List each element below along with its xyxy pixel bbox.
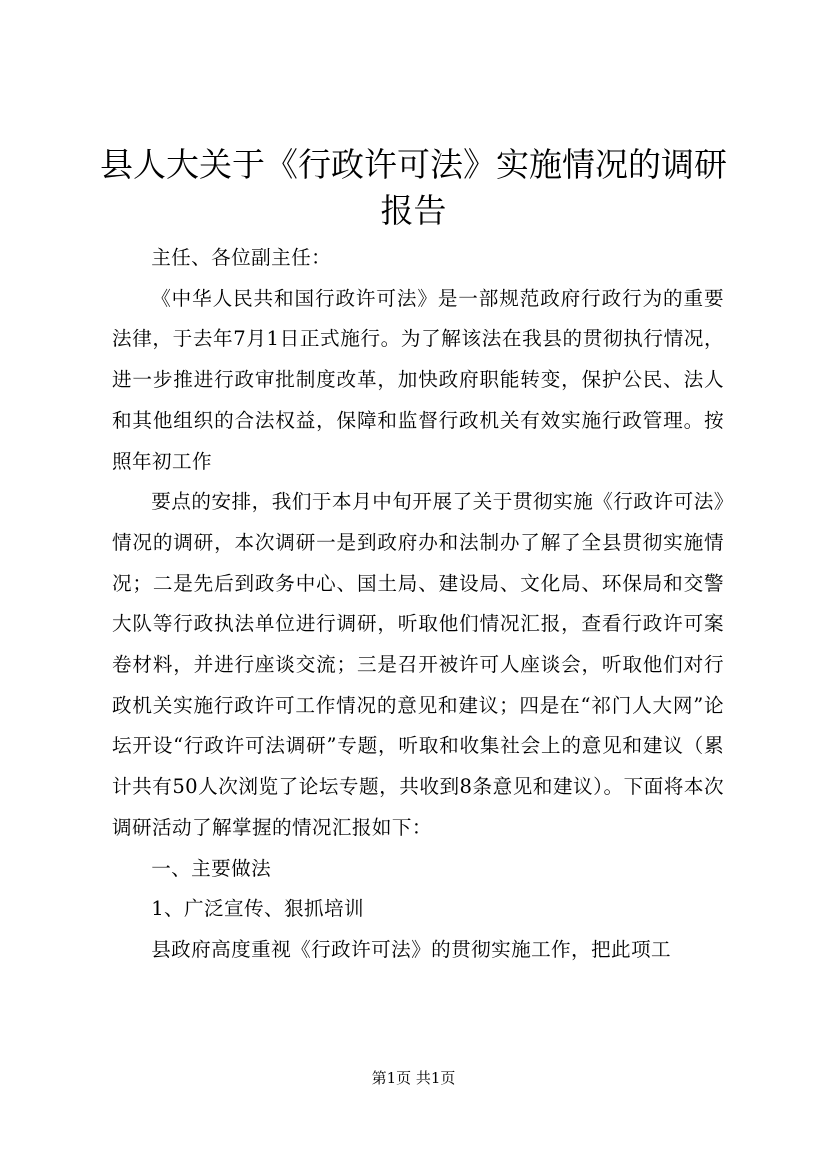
page-footer: 第1页 共1页 (371, 1069, 456, 1087)
salutation-paragraph: 主任、各位副主任： (151, 246, 332, 269)
research-paragraph: 要点的安排，我们于本月中旬开展了关于贯彻实施《行政许可法》情况的调研，本次调研一是到政府办和法制办了解了全县贯彻实施情况；二是先后到政务中心、国土局、建设局、文化局、环保局和交警大队等行政执法单位进行调研，听取他们情况汇报，查看行政许可案卷材料，并进行座谈交流；三是召开被许可人座谈会，听取他们对行政机关实施行政许可工作情况的意见和建议；四是在“祁门人大网”论坛开设“行政许可法调研”专题，听取和收集社会上的意见和建议（累计共有50人次浏览了论坛专题，共收到8条意见和建议）。下面将本次调研活动了解掌握的情况汇报如下： (112, 490, 724, 839)
subsection-heading: 1、广泛宣传、狠抓培训 (151, 897, 364, 921)
body-paragraph: 县政府高度重视《行政许可法》的贯彻实施工作，把此项工 (151, 937, 672, 961)
intro-paragraph: 《中华人民共和国行政许可法》是一部规范政府行政行为的重要法律，于去年7月1日正式施行。为了解该法在我县的贯彻执行情况，进一步推进行政审批制度改革，加快政府职能转变，保护公民、法人和其他组织的合法权益，保障和监督行政机关有效实施行政管理。按照年初工作 (112, 286, 724, 473)
document-title: 县人大关于《行政许可法》实施情况的调研报告 (100, 145, 727, 230)
section-heading: 一、主要做法 (151, 856, 272, 880)
document-body (112, 238, 724, 971)
